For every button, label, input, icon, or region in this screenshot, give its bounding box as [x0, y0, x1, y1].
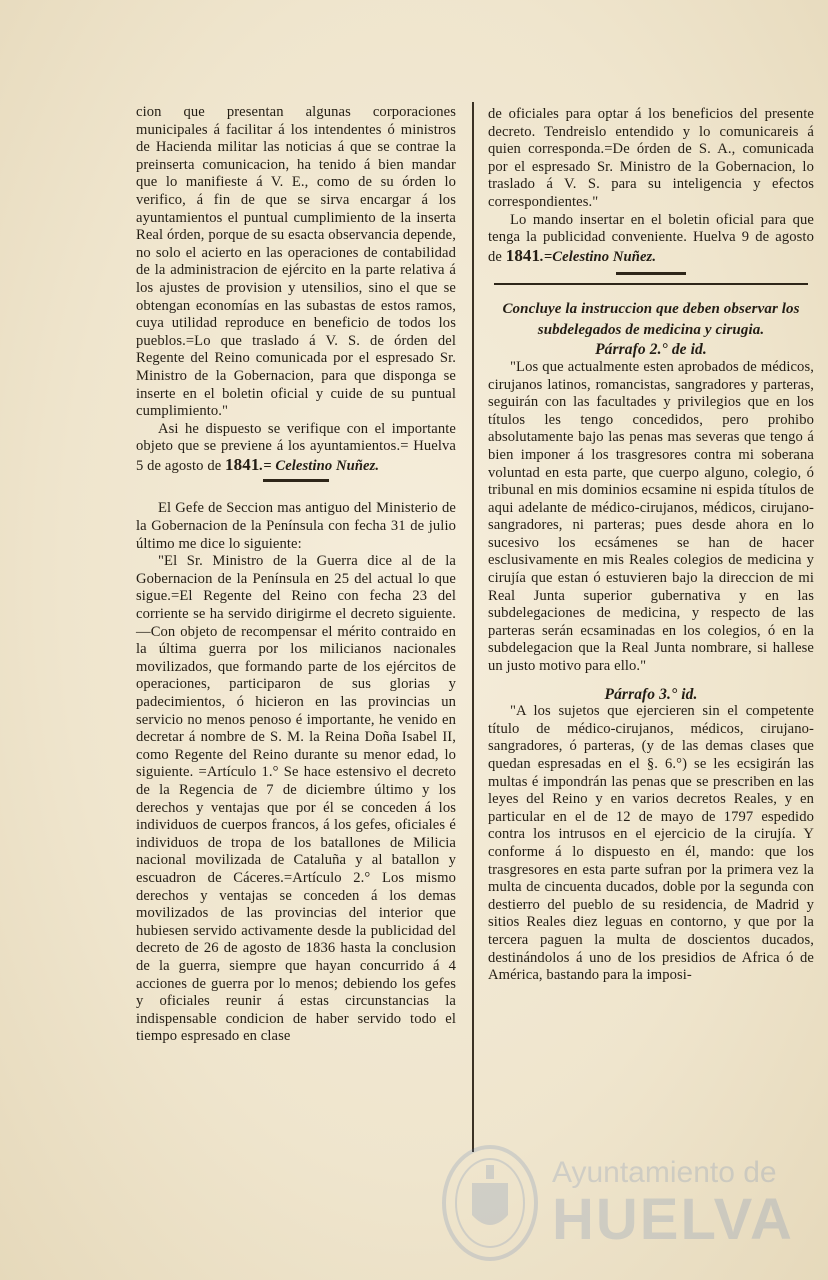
parrafo-2-title: Párrafo 2.° de id. — [595, 341, 707, 359]
left-paragraph-huelva-order — [136, 421, 456, 476]
left-order-signature: .= Celestino Nuñez. — [259, 457, 380, 474]
left-paragraph-gefe-seccion: El Gefe de Seccion mas antiguo del Ministerio de la Gobernacion de la Península con fecha 31 de julio último me dice lo siguiente: — [136, 500, 456, 552]
parrafo-2-text: "Los que actualmente esten aprobados de médicos, cirujanos latinos, romancistas, sangradores y parteras, seguirán con las facultades y privilegios que en los títulos les tengo concedidos, pero prohibo absolutamente bajo las penas mas severas que tengo á bien imponer á los trasgresores contra mi soberana voluntad en esta parte, que cuerpo alguno, colegio, ó tribunal en mis dominios ecsamine ni espida títulos de aqui adelante de médico-cirujanos, médicos, cirujano-sangradores, ni parteras; pues desde ahora en lo sucesivo los ecsámenes se han de hacer esclusivamente en mis Reales colegios de medicina y cirujía que estan ó estuvieren bajo la direccion de mi Real Junta superior gubernativa y en las subdelegaciones de medicina, y respecto de las parteras serán ecsaminadas en los colegios, ó en la subdelegacion que la Real Junta nombrare, si hallese un justo motivo para ello." — [488, 358, 814, 675]
section-heading: Concluye la instruccion que deben observar los subdelegados de medicina y cirugia. — [502, 301, 800, 339]
parrafo-3-title: Párrafo 3.° id. — [604, 685, 698, 703]
watermark-line1: Ayuntamiento de — [552, 1156, 777, 1189]
right-order-year: 1841 — [505, 245, 541, 265]
horizontal-rule — [494, 283, 808, 285]
section-divider — [616, 272, 686, 275]
right-order-signature: .=Celestino Nuñez. — [540, 248, 657, 265]
left-order-year: 1841 — [225, 454, 260, 474]
parrafo-3-text: "A los sujetos que ejercieren sin el competente título de médico-cirujanos, médicos, cirujano-sangradores, ó parteras, (y de las demas clases que quedan espresadas en el §. 6.°) se les ecsigirán las multas é impondrán las penas que se prescriben en las leyes del Reino y en varios decretos Reales, y en particular en el de 12 de mayo de 1797 espedido contra los intrusos en el ejercicio de la cirujía. Y conforme á lo dispuesto en él, mando: que los trasgresores en esta parte sufran por la primera vez la multa de cincuenta ducados, doble por la segunda con destierro del pueblo de su residencia, de Madrid y sitios Reales diez leguas en contorno, y que por la tercera paguen la multa de doscientos ducados, destinándolos á uno de los presidios de Africa ó de América, bastando para la imposi- — [488, 703, 814, 984]
left-paragraph-decree: "El Sr. Ministro de la Guerra dice al de la Gobernacion de la Península en 25 del actual lo que sigue.=El Regente del Reino con fecha 23 del corriente se ha servido dirigirme el decreto siguiente.—Con objeto de recompensar el mérito contraido en la última guerra por los milicianos nacionales movilizados, que formando parte de los ejércitos de operaciones, participaron de sus glorias y padecimientos, ó hicieron en las provincias un servicio no menos penoso é importante, he venido en decretar á nombre de S. M. la Reina Doña Isabel II, como Regente del Reino durante su menor edad, lo siguiente. =Artículo 1.° Se hace estensivo el decreto de la Regencia de 7 de diciembre último y los derechos y ventajas que por él se conceden á los individuos de cuerpos francos, á los gefes, oficiales é individuos de tropa de los batallones de Milicia nacional movilizada de Cataluña y al batallon y escuadron de Cáceres.=Artículo 2.° Los mismo derechos y ventajas se conceden á los demas movilizados de las provincias del interior que hubiesen servido activamente desde la publicidad del decreto de 26 de agosto de 1836 hasta la conclusion de la guerra, siempre que hayan concurrido á 4 acciones de guerra por lo menos; debiendo los gefes y oficiales reunir á estas circunstancias la indispensable condicion de haber servido todo el tiempo espresado en clase — [136, 553, 456, 1045]
right-paragraph-continuation: de oficiales para optar á los beneficios del presente decreto. Tendreislo entendido y lo comunicareis á quien corresponda.=De órden de S. A., comunicada por el espresado Sr. Ministro de la Gobernacion, lo traslado á V. S. para su inteligencia y efectos correspondientes." — [488, 106, 814, 210]
left-column — [136, 104, 456, 1046]
right-paragraph-huelva-order — [488, 212, 814, 267]
left-order-text: Asi he dispuesto se verifique con el importante objeto que se previene á los ayuntamientos.= Huelva 5 de agosto de — [136, 420, 456, 474]
left-paragraph-continuation: cion que presentan algunas corporaciones municipales á facilitar á los intendentes ó ministros de Hacienda militar las noticias á que se contrae la preinserta comunicacion, ha tenido á bien mandar que lo manifieste á V. E., como de su órden lo verifico, á fin de que se sirva encargar á los ayuntamientos el puntual cumplimiento de la inserta Real órden, porque de su esacta observancia depende, no solo el acierto en las operaciones de contabilidad de la administracion de ejército en la parte relativa á los ajustes de provision y utensilios, sino el que se obtengan economías en las subastas de estos ramos, cuya utilidad reproduce en beneficio de todos los pueblos.=Lo que traslado á V. S. de órden del Regente del Reino comunicada por el espresado Sr. Ministro de la Gobernacion, para que disponga se inserte en el boletin oficial y cuide de su puntual cumplimiento." — [136, 104, 456, 420]
coat-of-arms-icon — [440, 1143, 540, 1263]
ayuntamiento-watermark — [440, 1135, 800, 1275]
right-column — [488, 106, 814, 985]
section-divider — [263, 479, 329, 482]
column-divider — [472, 102, 474, 1152]
watermark-line2: HUELVA — [552, 1187, 794, 1252]
right-order-text: Lo mando insertar en el boletin oficial para que tenga la publicidad conveniente. Huelva 9 de agosto de — [488, 211, 814, 265]
